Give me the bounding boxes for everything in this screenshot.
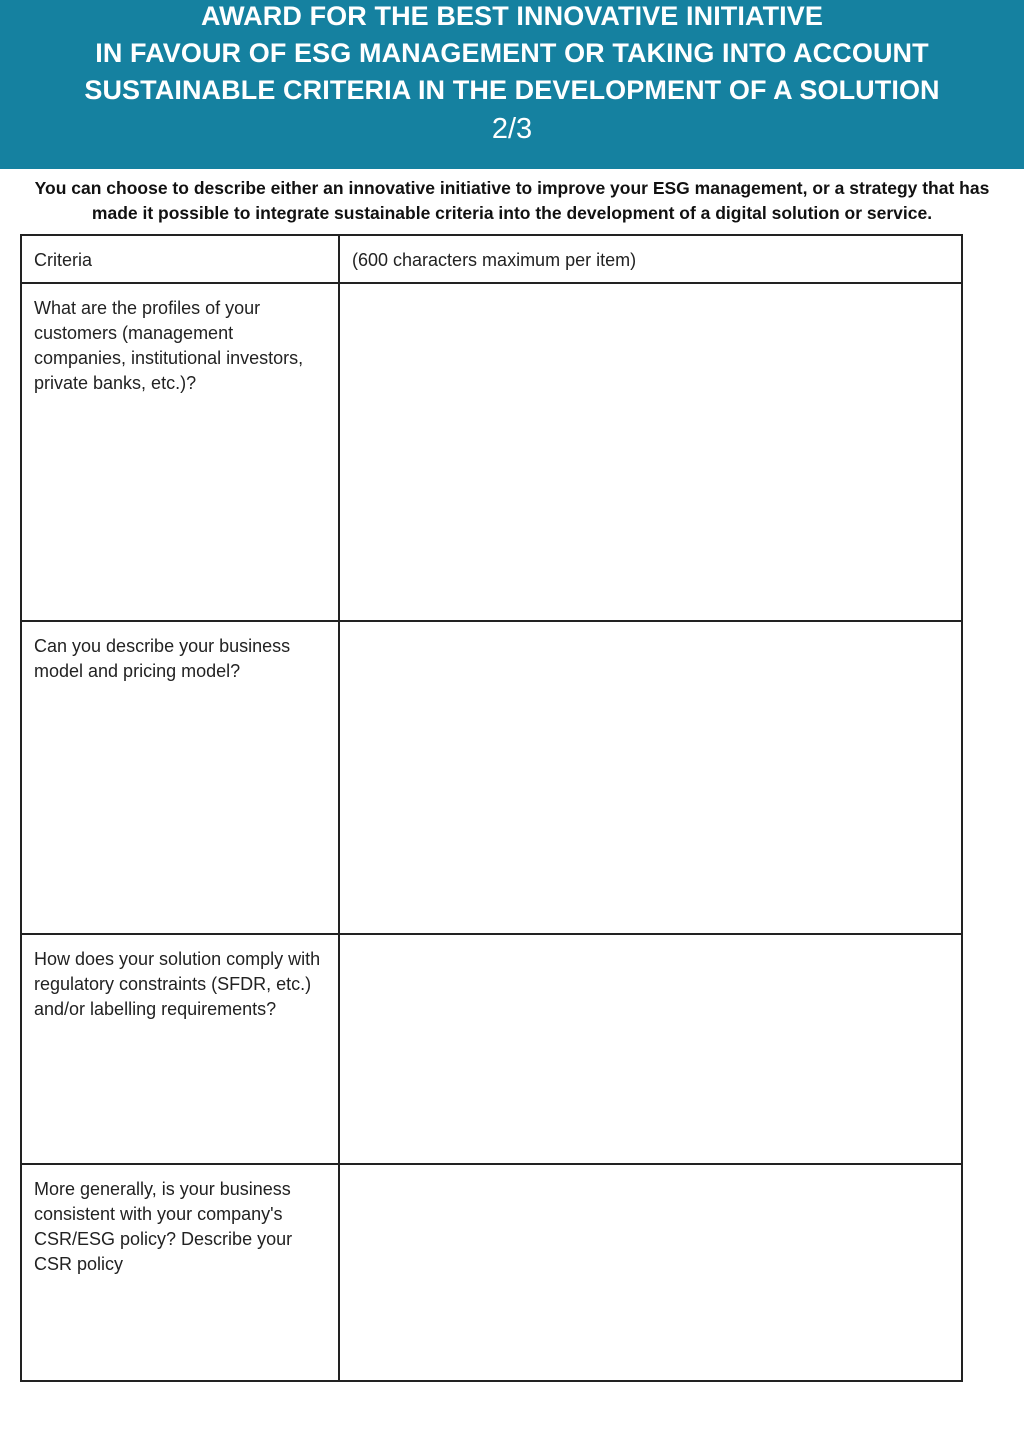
answer-field-customer-profiles[interactable] [339, 283, 962, 621]
title-line-2: IN FAVOUR OF ESG MANAGEMENT OR TAKING INTO ACCOUNT [95, 38, 929, 68]
table-row [21, 621, 962, 934]
table-row [21, 1164, 962, 1381]
answer-field-regulatory-compliance[interactable] [339, 934, 962, 1164]
answer-field-csr-policy[interactable] [339, 1164, 962, 1381]
table-header-row [21, 235, 962, 283]
question-customer-profiles: What are the profiles of your customers (management companies, institutional investors, private banks, etc.)? [21, 283, 339, 621]
table-row [21, 283, 962, 621]
question-regulatory-compliance: How does your solution comply with regulatory constraints (SFDR, etc.) and/or labelling requirements? [21, 934, 339, 1164]
title-line-1: AWARD FOR THE BEST INNOVATIVE INITIATIVE [200, 1, 824, 31]
question-csr-policy: More generally, is your business consistent with your company's CSR/ESG policy? Describe your CSR policy [21, 1164, 339, 1381]
intro-text: You can choose to describe either an innovative initiative to improve your ESG management, or a strategy that has made it possible to integrate sustainable criteria into the development of a digital solution or service. [34, 178, 990, 223]
question-business-model: Can you describe your business model and pricing model? [21, 621, 339, 934]
page-indicator: 2/3 [491, 113, 533, 145]
table-row [21, 934, 962, 1164]
title-line-3: SUSTAINABLE CRITERIA IN THE DEVELOPMENT OF A SOLUTION [84, 75, 940, 105]
page-header [0, 0, 1024, 169]
answer-field-business-model[interactable] [339, 621, 962, 934]
criteria-column-header: Criteria [21, 235, 339, 283]
answer-column-header: (600 characters maximum per item) [339, 235, 962, 283]
criteria-table [20, 234, 963, 1382]
